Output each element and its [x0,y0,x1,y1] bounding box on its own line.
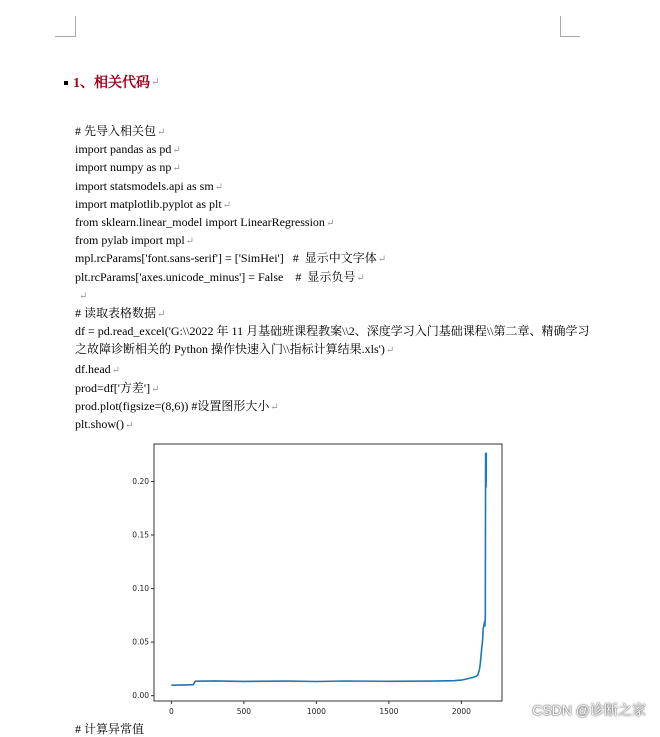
code-line-text: import numpy as np [75,160,172,175]
paragraph-mark-icon: ↵ [356,272,365,284]
code-line [75,304,595,322]
paragraph-mark-icon: ↵ [79,290,88,302]
paragraph-mark-icon: ↵ [151,383,160,395]
paragraph-mark-icon: ↵ [214,181,224,193]
code-line-text: from pylab import mpl [75,233,185,248]
paragraph-mark-icon: ↵ [125,420,134,432]
y-tick-label: 0.05 [132,637,149,647]
code-block [75,122,595,433]
code-line-text: import matplotlib.pyplot as plt [75,196,222,211]
code-line [75,177,595,195]
code-line-text: import statsmodels.api as sm [75,178,214,193]
paragraph-mark-icon: ↵ [151,76,160,88]
code-line [75,140,595,158]
code-line-text: plt.rcParams['axes.unicode_minus'] = False # 显示负号 [75,269,356,284]
code-line-text: import pandas as pd [75,142,172,157]
code-line-text: from sklearn.linear_model import LinearRegression [75,214,325,229]
code-line-text: # 读取表格数据 [75,305,157,320]
bullet-icon [64,81,68,85]
cutoff-code-line: # 计算异常值 [75,722,145,736]
paragraph-mark-icon: ↵ [172,163,181,175]
y-tick-label: 0.20 [132,476,149,486]
code-line-text: df = pd.read_excel('G:\\2022 年 11 月基础班课程教案\\2、深度学习入门基础课程\\第二章、精确学习之故障诊断相关的 Python 操作快速入门\\指标计算结果.xls') [75,324,590,357]
code-line-text: prod=df['方差'] [75,380,151,395]
line-chart [125,442,505,732]
code-line [75,286,595,304]
paragraph-mark-icon: ↵ [172,145,181,157]
section-heading [64,72,159,92]
y-tick-label: 0.00 [132,691,149,701]
code-line [75,322,595,360]
x-tick-label: 2000 [451,707,471,716]
paragraph-mark-icon: ↵ [222,199,232,211]
code-line-text: # 先导入相关包 [75,124,157,138]
code-line-text: df.head [75,362,111,377]
code-line [75,122,595,140]
code-line-text [75,288,78,302]
paragraph-mark-icon: ↵ [377,254,387,266]
code-line [75,249,595,267]
code-line-text: mpl.rcParams['font.sans-serif'] = ['SimHei'] # 显示中文字体 [75,251,377,266]
paragraph-mark-icon: ↵ [157,127,166,138]
paragraph-mark-icon: ↵ [111,365,121,377]
x-tick-label: 1500 [379,707,399,716]
code-line [75,268,595,286]
code-line [75,360,595,378]
code-line [75,213,595,231]
code-line-text: prod.plot(figsize=(8,6)) #设置图形大小 [75,398,270,413]
x-tick-label: 0 [169,707,174,716]
code-line [75,415,595,433]
y-tick-label: 0.15 [132,530,149,540]
section-heading-text: 1、相关代码 [73,76,150,91]
y-tick-label: 0.10 [132,584,149,594]
code-line [75,158,595,176]
code-line [75,231,595,249]
x-tick-label: 1000 [306,707,326,716]
paragraph-mark-icon: ↵ [325,217,335,229]
paragraph-mark-icon: ↵ [385,345,395,357]
x-tick-label: 500 [236,707,252,716]
paragraph-mark-icon: ↵ [270,401,279,413]
watermark: CSDN @诊断之家 [532,702,646,718]
code-line [75,397,595,415]
paragraph-mark-icon: ↵ [185,236,195,248]
code-line [75,379,595,397]
plot-frame [154,444,502,701]
code-line-text: plt.show() [75,417,124,432]
code-line [75,195,595,213]
paragraph-mark-icon: ↵ [157,308,166,320]
